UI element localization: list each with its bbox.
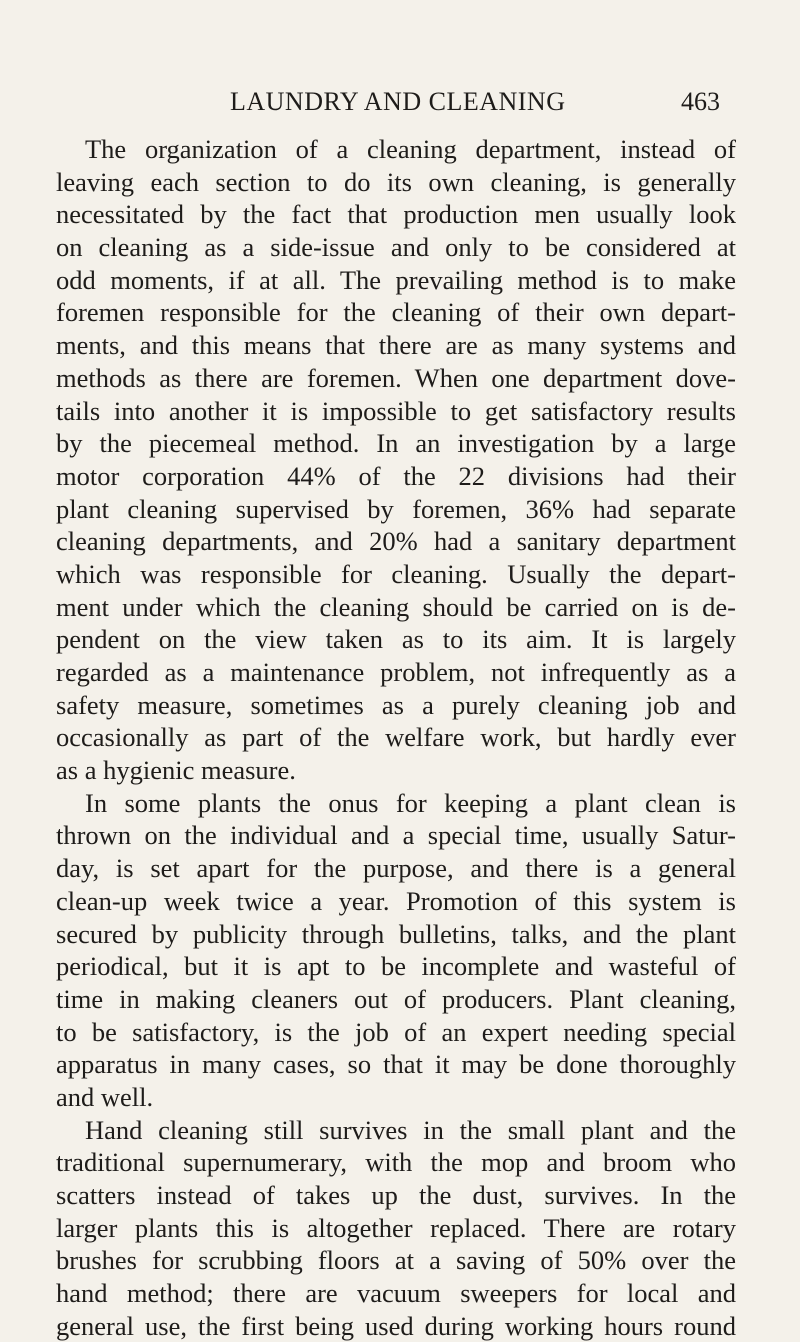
text-line: apparatus in many cases, so that it may be done thoroughly: [56, 1049, 736, 1080]
text-line: odd moments, if at all. The prevailing method is to make: [56, 264, 736, 295]
text-line: general use, the first being used during working hours round: [56, 1310, 736, 1341]
text-line: foremen responsible for the cleaning of their own depart-: [56, 297, 736, 328]
text-line: thrown on the individual and a special time, usually Satur-: [56, 820, 736, 851]
text-line: on cleaning as a side-issue and only to be considered at: [56, 232, 736, 263]
text-line: as a hygienic measure.: [56, 755, 296, 786]
text-line: motor corporation 44% of the 22 divisions had their: [56, 460, 736, 491]
text-line: traditional supernumerary, with the mop and broom who: [56, 1147, 736, 1178]
text-line: The organization of a cleaning department, instead of: [85, 134, 736, 164]
text-line: ment under which the cleaning should be carried on is de-: [56, 591, 736, 622]
paragraph: [56, 133, 736, 787]
text-line: by the piecemeal method. In an investigation by a large: [56, 428, 736, 459]
text-line: safety measure, sometimes as a purely cleaning job and: [56, 689, 736, 720]
paragraph: [56, 787, 736, 1114]
text-line: regarded as a maintenance problem, not infrequently as a: [56, 657, 736, 687]
text-line: time in making cleaners out of producers. Plant cleaning,: [56, 983, 736, 1014]
text-line: cleaning departments, and 20% had a sanitary department: [56, 526, 736, 557]
running-head: [0, 84, 800, 120]
text-line: and well.: [56, 1081, 154, 1112]
text-line: occasionally as part of the welfare work, but hardly ever: [56, 722, 736, 753]
paragraph: [56, 1114, 736, 1342]
text-line: pendent on the view taken as to its aim. It is largely: [56, 624, 736, 655]
text-line: ments, and this means that there are as many systems and: [56, 330, 736, 361]
text-line: scatters instead of takes up the dust, survives. In the: [56, 1180, 736, 1210]
text-line: to be satisfactory, is the job of an expert needing special: [56, 1016, 736, 1047]
text-line: secured by publicity through bulletins, talks, and the plant: [56, 918, 736, 949]
text-line: plant cleaning supervised by foremen, 36% had separate: [56, 493, 736, 524]
text-line: clean-up week twice a year. Promotion of this system is: [56, 885, 736, 916]
text-line: leaving each section to do its own cleaning, is generally: [56, 166, 736, 197]
text-line: hand method; there are vacuum sweepers for local and: [56, 1278, 736, 1309]
body-text: [56, 133, 736, 1342]
text-line: necessitated by the fact that production men usually look: [56, 199, 736, 230]
text-line: which was responsible for cleaning. Usually the depart-: [56, 558, 736, 589]
text-line: larger plants this is altogether replaced. There are rotary: [56, 1212, 736, 1243]
text-line: In some plants the onus for keeping a plant clean is: [85, 787, 736, 818]
text-line: methods as there are foremen. When one department dove-: [56, 362, 736, 393]
text-line: Hand cleaning still survives in the small plant and the: [85, 1114, 736, 1145]
text-line: tails into another it is impossible to get satisfactory results: [56, 395, 736, 426]
text-line: periodical, but it is apt to be incomplete and wasteful of: [56, 951, 736, 982]
page-number: 463: [681, 87, 720, 116]
text-line: brushes for scrubbing floors at a saving of 50% over the: [56, 1245, 736, 1276]
running-title: LAUNDRY AND CLEANING: [230, 87, 566, 116]
text-line: day, is set apart for the purpose, and there is a general: [56, 853, 736, 884]
